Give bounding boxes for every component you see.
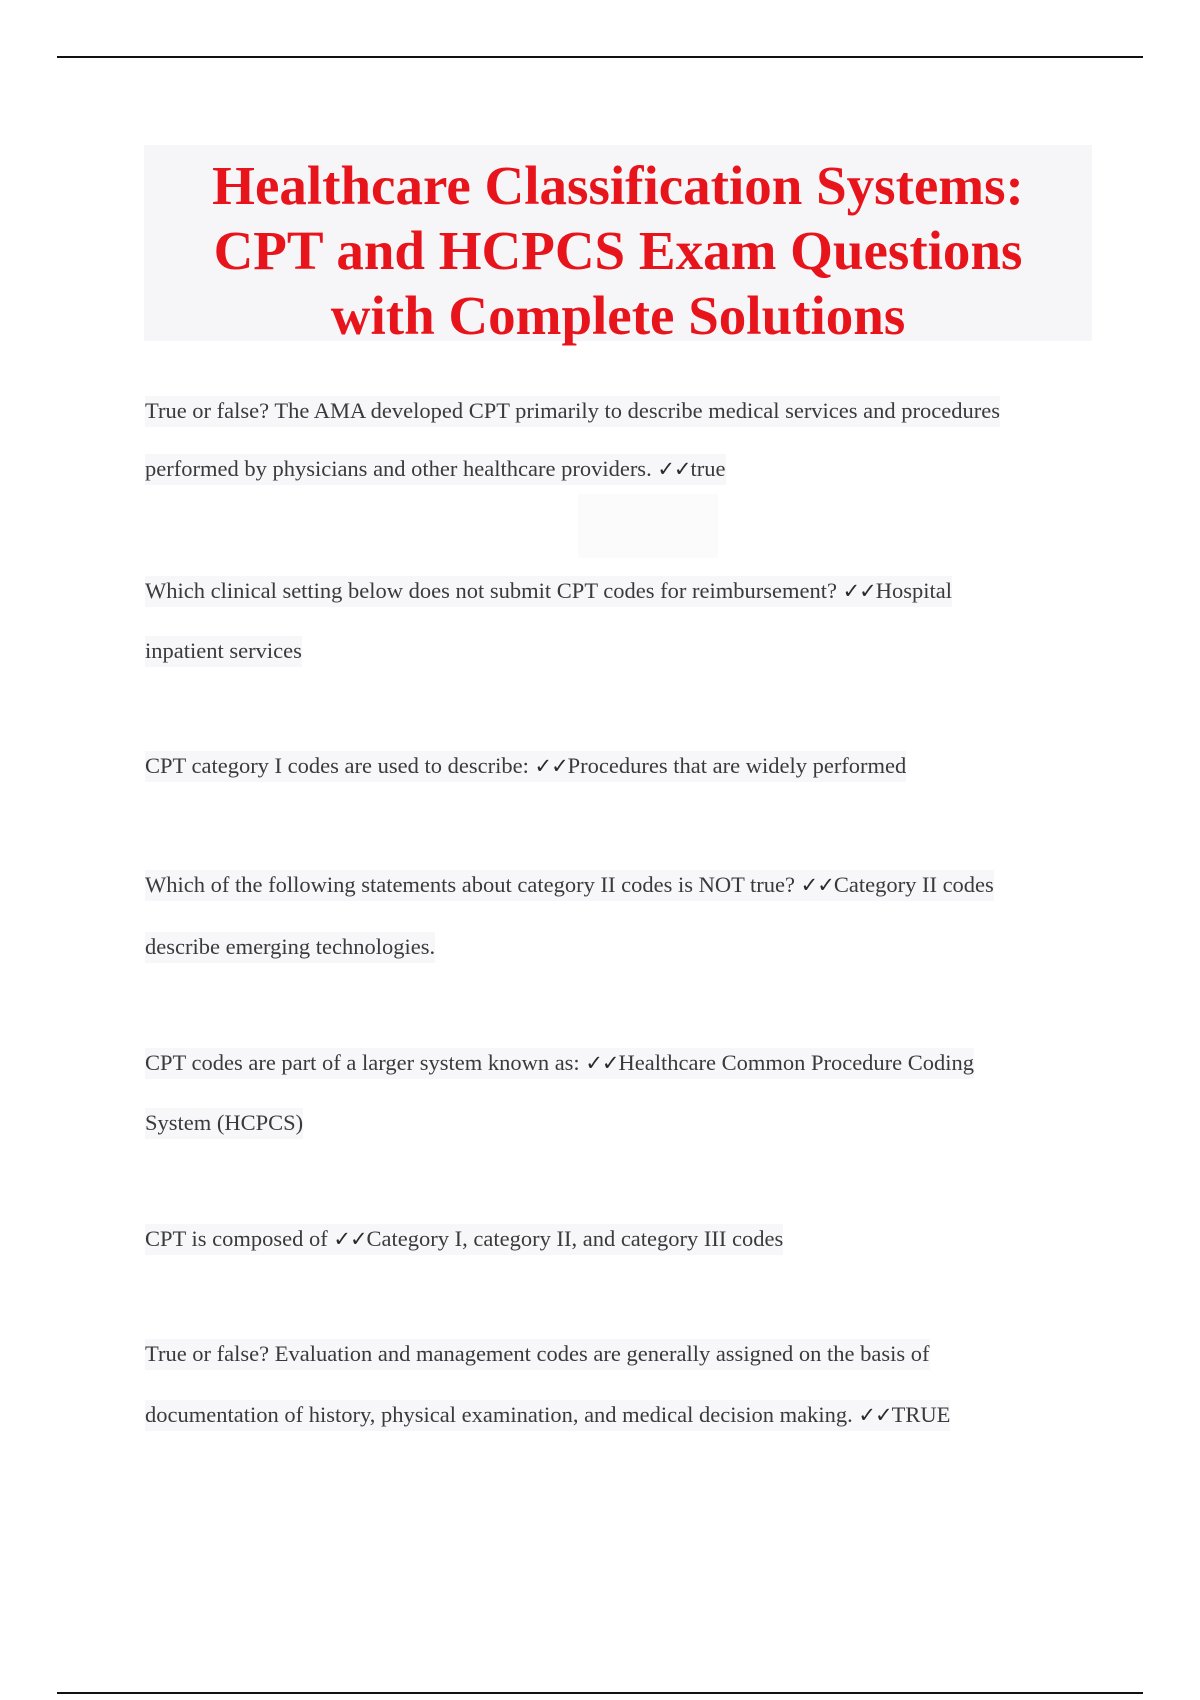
- answer-text: true: [690, 456, 726, 481]
- answer-text: inpatient services: [145, 636, 302, 667]
- double-check-icon: ✓✓: [842, 579, 876, 603]
- question-text: Which clinical setting below does not submit CPT codes for reimbursement?: [145, 578, 837, 603]
- title-line-3: with Complete Solutions: [330, 285, 906, 346]
- question-text: documentation of history, physical examination, and medical decision making.: [145, 1402, 853, 1427]
- answer-text: describe emerging technologies.: [145, 932, 435, 963]
- title-line-1: Healthcare Classification Systems:: [212, 155, 1024, 216]
- question-text: CPT codes are part of a larger system known as:: [145, 1050, 580, 1075]
- question-text: True or false? Evaluation and management codes are generally assigned on the basis of: [145, 1339, 930, 1370]
- double-check-icon: ✓✓: [534, 754, 568, 778]
- bottom-rule: [57, 1692, 1143, 1694]
- answer-text: Category I, category II, and category III codes: [366, 1226, 784, 1251]
- question-text: Which of the following statements about category II codes is NOT true?: [145, 872, 796, 897]
- answer-text: Category II codes: [833, 872, 994, 897]
- double-check-icon: ✓✓: [333, 1227, 367, 1251]
- question-text: CPT is composed of: [145, 1226, 328, 1251]
- faint-background-box: [578, 494, 718, 558]
- answer-text: Procedures that are widely performed: [567, 753, 907, 778]
- question-text: CPT category I codes are used to describe:: [145, 753, 529, 778]
- document-title: [144, 145, 1092, 346]
- question-text: performed by physicians and other healthcare providers.: [145, 456, 652, 481]
- double-check-icon: ✓✓: [657, 457, 691, 481]
- answer-text: TRUE: [891, 1402, 951, 1427]
- answer-text: Hospital: [875, 578, 953, 603]
- double-check-icon: ✓✓: [858, 1403, 892, 1427]
- question-text: True or false? The AMA developed CPT primarily to describe medical services and procedures: [145, 396, 1000, 427]
- title-line-2: CPT and HCPCS Exam Questions: [213, 220, 1023, 281]
- top-rule: [57, 56, 1143, 58]
- answer-text: Healthcare Common Procedure Coding: [618, 1050, 975, 1075]
- answer-text: System (HCPCS): [145, 1108, 303, 1139]
- double-check-icon: ✓✓: [585, 1051, 619, 1075]
- double-check-icon: ✓✓: [800, 873, 834, 897]
